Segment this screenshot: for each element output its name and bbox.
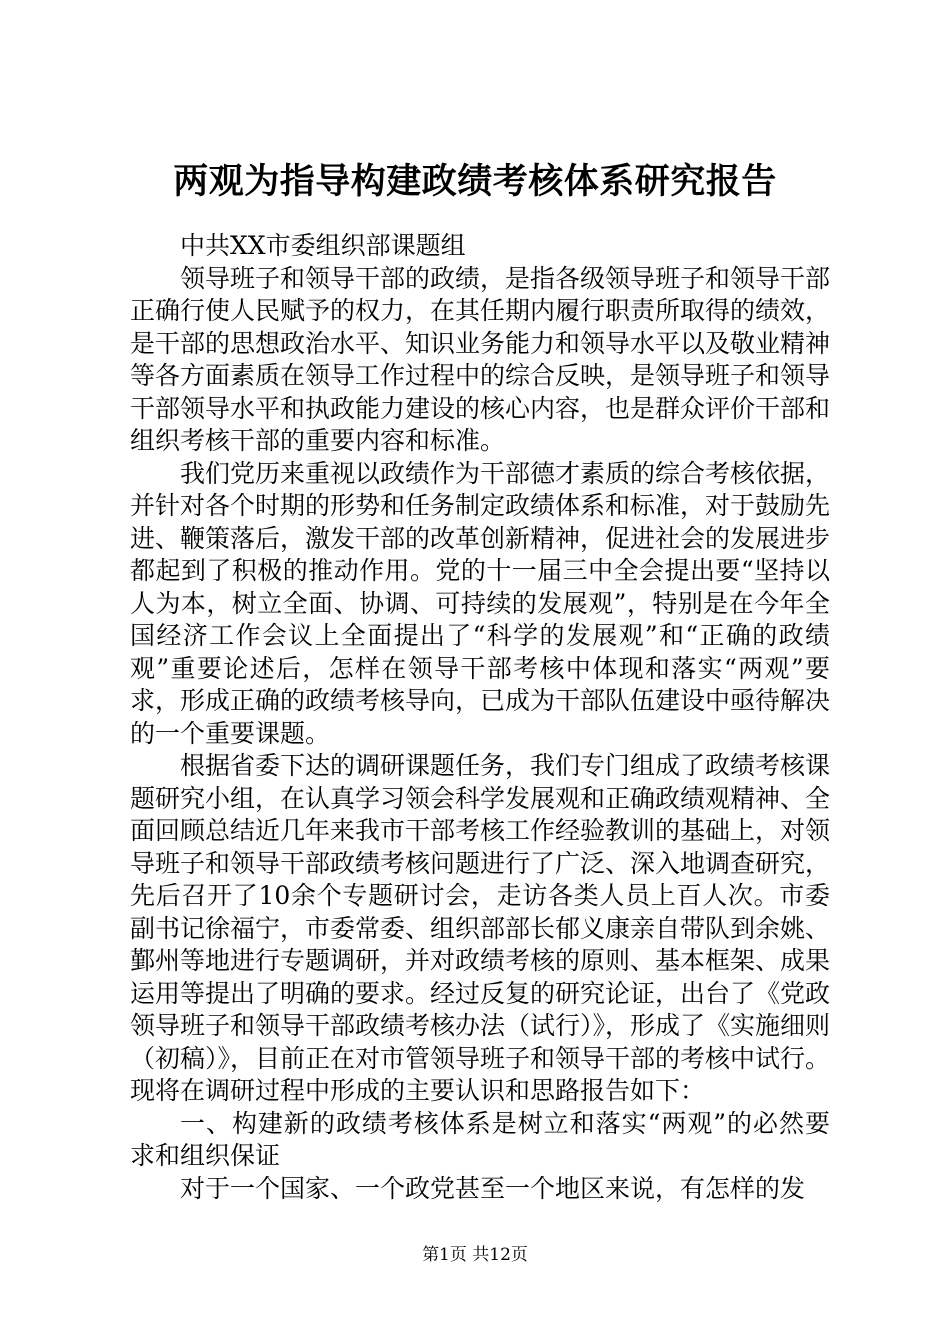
document-title: 两观为指导构建政绩考核体系研究报告 xyxy=(173,161,777,202)
paragraph-1: 领导班子和领导干部的政绩，是指各级领导班子和领导干部正确行使人民赋予的权力，在其任期内履行职责所取得的绩效，是干部的思想政治水平、知识业务能力和领导水平以及敬业精神等各方面素质在领导工作过程中的综合反映，是领导班子和领导干部领导水平和执政能力建设的核心内容，也是群众评价干部和组织考核干部的重要内容和标准。 xyxy=(130,263,831,455)
paragraph-3: 根据省委下达的调研课题任务，我们专门组成了政绩考核课题研究小组，在认真学习领会科学发展观和正确政绩观精神、全面回顾总结近几年来我市干部考核工作经验教训的基础上，对领导班子和领导干部政绩考核问题进行了广泛、深入地调查研究，先后召开了10余个专题研讨会，走访各类人员上百人次。市委副书记徐福宁，市委常委、组织部部长郁义康亲自带队到余姚、鄞州等地进行专题调研，并对政绩考核的原则、基本框架、成果运用等提出了明确的要求。经过反复的研究论证，出台了《党政领导班子和领导干部政绩考核办法（试行）》，形成了《实施细则（初稿）》，目前正在对市管领导班子和领导干部的考核中试行。现将在调研过程中形成的主要认识和思路报告如下： xyxy=(130,751,831,1105)
paragraph-2: 我们党历来重视以政绩作为干部德才素质的综合考核依据，并针对各个时期的形势和任务制定政绩体系和标准，对于鼓励先进、鞭策落后，激发干部的改革创新精神，促进社会的发展进步都起到了积极的推动作用。党的十一届三中全会提出要“坚持以人为本，树立全面、协调、可持续的发展观”，特别是在今年全国经济工作会议上全面提出了“科学的发展观”和“正确的政绩观”重要论述后，怎样在领导干部考核中体现和落实“两观”要求，形成正确的政绩考核导向，已成为干部队伍建设中亟待解决的一个重要课题。 xyxy=(130,458,831,748)
author-line: 中共XX市委组织部课题组 xyxy=(180,231,466,260)
page-footer: 第1页 共12页 xyxy=(422,1245,528,1265)
section-heading-1: 一、构建新的政绩考核体系是树立和落实“两观”的必然要求和组织保证 xyxy=(130,1108,830,1170)
document-body xyxy=(130,230,830,1205)
paragraph-4: 对于一个国家、一个政党甚至一个地区来说，有怎样的发 xyxy=(180,1173,806,1203)
